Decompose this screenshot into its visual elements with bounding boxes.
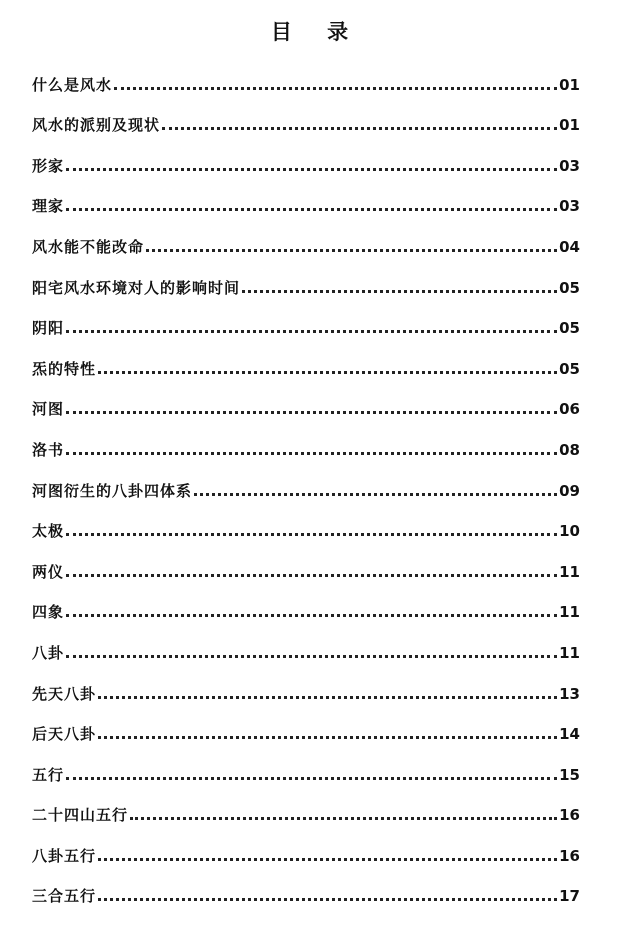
toc-entry-page: 13 <box>559 684 580 703</box>
dot-leader <box>114 87 557 90</box>
dot-leader <box>98 898 557 901</box>
toc-entry-page: 11 <box>559 603 580 622</box>
toc-entry[interactable] <box>32 304 580 345</box>
toc-entry-label: 理家 <box>32 197 65 216</box>
toc-entry-page: 16 <box>559 846 580 865</box>
toc-entry-label: 三合五行 <box>32 887 97 906</box>
toc-entry-page: 03 <box>559 156 580 175</box>
toc-entry-page: 03 <box>559 197 580 216</box>
toc-entry[interactable] <box>32 872 580 913</box>
toc-entry-label: 五行 <box>32 765 65 784</box>
toc-entry[interactable] <box>32 466 580 507</box>
toc-entry[interactable] <box>32 547 580 588</box>
toc-entry-page: 16 <box>559 806 580 825</box>
toc-entry-label: 四象 <box>32 603 65 622</box>
toc-entry-label: 河图衍生的八卦四体系 <box>32 481 193 500</box>
toc-entry-page: 11 <box>559 643 580 662</box>
toc-entry-label: 形家 <box>32 156 65 175</box>
dot-leader <box>98 696 557 699</box>
dot-leader <box>66 533 557 536</box>
toc-entry-page: 11 <box>559 562 580 581</box>
toc-entry[interactable] <box>32 385 580 426</box>
dot-leader <box>66 574 557 577</box>
toc-entry[interactable] <box>32 182 580 223</box>
toc-entry-label: 阳宅风水环境对人的影响时间 <box>32 278 241 297</box>
dot-leader <box>162 127 557 130</box>
toc-entry-label: 太极 <box>32 522 65 541</box>
dot-leader <box>130 817 557 820</box>
toc-entry[interactable] <box>32 831 580 872</box>
toc-entry[interactable] <box>32 141 580 182</box>
dot-leader <box>66 655 557 658</box>
dot-leader <box>66 208 557 211</box>
dot-leader <box>194 493 557 496</box>
page-title: 目 录 <box>270 19 363 44</box>
toc-entry[interactable] <box>32 507 580 548</box>
toc-entry-label: 二十四山五行 <box>32 806 129 825</box>
toc-entry[interactable] <box>32 344 580 385</box>
toc-entry-page: 01 <box>559 116 580 135</box>
dot-leader <box>242 290 557 293</box>
toc-entry[interactable] <box>32 425 580 466</box>
toc-entry[interactable] <box>32 669 580 710</box>
toc-entry-label: 什么是风水 <box>32 75 113 94</box>
toc-entry[interactable] <box>32 60 580 101</box>
dot-leader <box>98 858 557 861</box>
toc-entry-page: 04 <box>559 237 580 256</box>
toc-entry[interactable] <box>32 710 580 751</box>
toc-entry-page: 05 <box>559 278 580 297</box>
toc-entry-page: 09 <box>559 481 580 500</box>
toc-entry[interactable] <box>32 628 580 669</box>
toc-entry-page: 08 <box>559 440 580 459</box>
toc-entry-label: 后天八卦 <box>32 725 97 744</box>
toc-entry-label: 八卦 <box>32 643 65 662</box>
toc-entry-page: 05 <box>559 359 580 378</box>
dot-leader <box>98 371 557 374</box>
toc-entry[interactable] <box>32 263 580 304</box>
toc-entry-page: 15 <box>559 765 580 784</box>
toc-entry-label: 先天八卦 <box>32 684 97 703</box>
toc-entry-label: 风水的派别及现状 <box>32 116 161 135</box>
dot-leader <box>66 411 557 414</box>
toc-entry-page: 10 <box>559 522 580 541</box>
toc-entry-label: 风水能不能改命 <box>32 237 145 256</box>
toc-entry-page: 05 <box>559 319 580 338</box>
toc-entry[interactable] <box>32 588 580 629</box>
toc-entry-page: 01 <box>559 75 580 94</box>
dot-leader <box>66 330 557 333</box>
toc-entry[interactable] <box>32 791 580 832</box>
toc-entry[interactable] <box>32 101 580 142</box>
toc-entry[interactable] <box>32 222 580 263</box>
dot-leader <box>66 168 557 171</box>
toc-entry-page: 06 <box>559 400 580 419</box>
toc-entry-label: 炁的特性 <box>32 359 97 378</box>
dot-leader <box>66 777 557 780</box>
toc-entry-label: 阴阳 <box>32 319 65 338</box>
toc-entry-label: 河图 <box>32 400 65 419</box>
dot-leader <box>98 736 557 739</box>
toc-entry-label: 八卦五行 <box>32 846 97 865</box>
toc-entry-label: 洛书 <box>32 440 65 459</box>
dot-leader <box>66 452 557 455</box>
toc-entry-label: 两仪 <box>32 562 65 581</box>
dot-leader <box>146 249 557 252</box>
toc-entry-page: 14 <box>559 725 580 744</box>
toc-entry[interactable] <box>32 750 580 791</box>
table-of-contents <box>32 60 580 912</box>
dot-leader <box>66 614 557 617</box>
toc-entry-page: 17 <box>559 887 580 906</box>
